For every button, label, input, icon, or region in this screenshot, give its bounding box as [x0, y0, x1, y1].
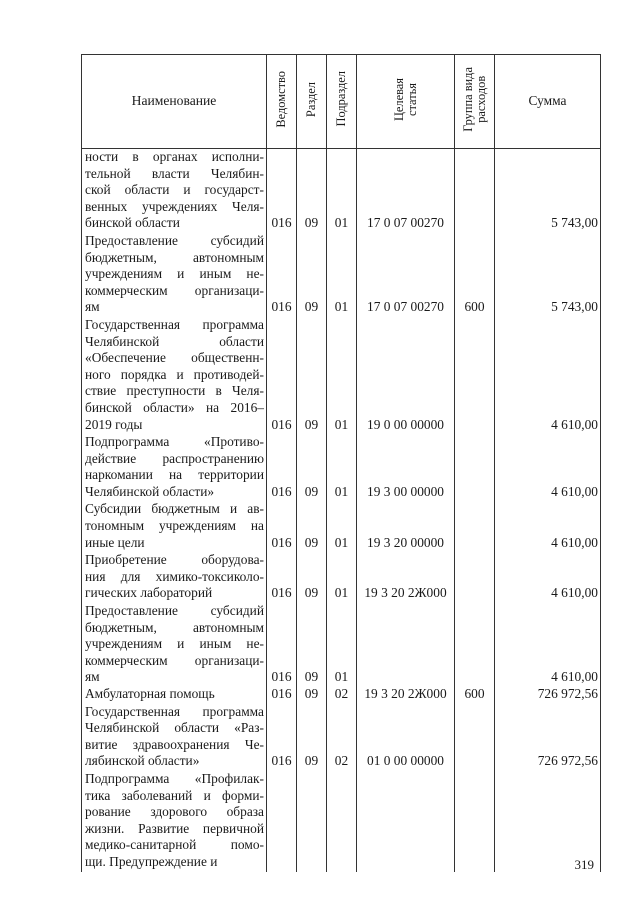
cell-razdel: 09 [297, 434, 327, 501]
cell-summa: 726 972,56 [495, 704, 601, 771]
cell-celevaya-value: 19 3 20 2Ж000 [364, 686, 447, 701]
cell-vedomstvo: 016 [267, 501, 297, 552]
name-line: наркомании на территории [85, 467, 264, 483]
name-line: Амбулаторная помощь [85, 686, 215, 701]
cell-podrazdel: 01 [327, 233, 357, 317]
name-line: гических лабораторий [85, 585, 213, 601]
cell-celevaya: 19 3 20 00000 [357, 501, 455, 552]
header-summa: Сумма [495, 55, 601, 149]
cell-celevaya [357, 603, 455, 704]
cell-gruppa [455, 552, 495, 603]
cell-celevaya: 19 3 20 2Ж000 [357, 552, 455, 603]
header-gruppa: Группа вида расходов [455, 55, 495, 149]
cell-razdel [297, 771, 327, 872]
row-name [82, 434, 267, 501]
cell-razdel: 09 [297, 317, 327, 434]
row-name [82, 149, 267, 233]
cell-vedomstvo-value: 016 [271, 669, 292, 685]
row-name [82, 233, 267, 317]
cell-gruppa [455, 317, 495, 434]
name-line: бюджетным, автономным [85, 249, 264, 265]
cell-podrazdel [327, 603, 357, 704]
row-name [82, 603, 267, 704]
cell-podrazdel [327, 771, 357, 872]
name-line: бинской области [85, 215, 180, 231]
header-vedomstvo: Ведомство [267, 55, 297, 149]
cell-celevaya: 19 0 00 00000 [357, 317, 455, 434]
cell-razdel: 09 [297, 704, 327, 771]
table-header-row [82, 55, 601, 149]
name-line: Челябинской области» [85, 483, 215, 499]
name-line: Предоставление субсидий [85, 603, 264, 619]
cell-gruppa [455, 603, 495, 704]
name-line: «Обеспечение общественн- [85, 350, 264, 366]
table-row [82, 149, 601, 233]
cell-vedomstvo: 016 [267, 552, 297, 603]
name-line: Челябинской области «Раз- [85, 720, 264, 736]
name-line: тономным учреждениям на [85, 518, 264, 534]
name-line: тельной власти Челябин- [85, 165, 264, 181]
cell-summa: 5 743,00 [495, 149, 601, 233]
cell-razdel: 09 [297, 233, 327, 317]
header-name: Наименование [82, 55, 267, 149]
cell-podrazdel-value: 02 [334, 686, 349, 701]
cell-celevaya [357, 771, 455, 872]
cell-podrazdel-value: 01 [334, 669, 349, 685]
header-razdel: Раздел [297, 55, 327, 149]
cell-podrazdel: 02 [327, 704, 357, 771]
name-line: коммерческим организаци- [85, 652, 264, 668]
row-name [82, 704, 267, 771]
name-line: ствие преступности в Челя- [85, 383, 264, 399]
cell-celevaya: 17 0 07 00270 [357, 233, 455, 317]
name-line: бинской области» на 2016– [85, 399, 264, 415]
table-row [82, 704, 601, 771]
row-name [82, 552, 267, 603]
name-line: Государственная программа [85, 316, 264, 332]
cell-vedomstvo: 016 [267, 149, 297, 233]
table-row [82, 501, 601, 552]
header-podrazdel: Подраздел [327, 55, 357, 149]
cell-gruppa-value: 600 [464, 686, 485, 701]
cell-podrazdel: 01 [327, 501, 357, 552]
cell-vedomstvo: 016 [267, 434, 297, 501]
cell-summa: 4 610,00 [495, 552, 601, 603]
header-celevaya: Целевая статья [357, 55, 455, 149]
cell-summa: 5 743,00 [495, 233, 601, 317]
table-row [82, 603, 601, 704]
name-line: ния для химико-токсиколо- [85, 568, 264, 584]
name-line: бюджетным, автономным [85, 619, 264, 635]
cell-vedomstvo-value: 016 [271, 686, 292, 701]
cell-summa-value: 4 610,00 [551, 669, 598, 685]
name-line: учреждениям и иным не- [85, 266, 264, 282]
cell-gruppa [455, 501, 495, 552]
name-line: жизни. Развитие первичной [85, 820, 264, 836]
name-line: Подпрограмма «Профилак- [85, 770, 264, 786]
table-row [82, 434, 601, 501]
cell-razdel-value: 09 [304, 686, 319, 701]
cell-gruppa [455, 771, 495, 872]
name-line: Челябинской области [85, 333, 264, 349]
name-line: медико-санитарной помо- [85, 837, 264, 853]
cell-podrazdel: 01 [327, 149, 357, 233]
row-name [82, 501, 267, 552]
table-row [82, 233, 601, 317]
cell-celevaya: 01 0 00 00000 [357, 704, 455, 771]
name-line: витие здравоохранения Че- [85, 736, 264, 752]
name-line: действие распространению [85, 450, 264, 466]
name-line: венных учреждениях Челя- [85, 198, 264, 214]
page-number: 319 [574, 857, 594, 872]
table-row [82, 317, 601, 434]
cell-podrazdel: 01 [327, 434, 357, 501]
cell-celevaya: 17 0 07 00270 [357, 149, 455, 233]
cell-razdel: 09 [297, 552, 327, 603]
name-line: тика заболеваний и форми- [85, 787, 264, 803]
cell-vedomstvo [267, 603, 297, 704]
cell-vedomstvo [267, 771, 297, 872]
cell-vedomstvo: 016 [267, 704, 297, 771]
cell-summa: 4 610,00 [495, 434, 601, 501]
cell-gruppa [455, 434, 495, 501]
cell-summa [495, 603, 601, 704]
cell-gruppa [455, 704, 495, 771]
cell-vedomstvo: 016 [267, 233, 297, 317]
name-line: Предоставление субсидий [85, 232, 264, 248]
cell-gruppa: 600 [455, 233, 495, 317]
cell-celevaya: 19 3 00 00000 [357, 434, 455, 501]
cell-razdel: 09 [297, 501, 327, 552]
name-line: иные цели [85, 534, 145, 550]
cell-razdel: 09 [297, 149, 327, 233]
cell-summa-value: 726 972,56 [537, 686, 598, 701]
cell-razdel-value: 09 [304, 669, 319, 685]
name-line: ям [85, 669, 100, 685]
name-line: ской области и государст- [85, 182, 264, 198]
table-row [82, 771, 601, 872]
name-line: щи. Предупреждение и [85, 853, 218, 869]
cell-podrazdel: 01 [327, 317, 357, 434]
name-line: ности в органах исполни- [85, 149, 264, 164]
name-line: Приобретение оборудова- [85, 552, 264, 568]
name-line: ного порядка и противодей- [85, 366, 264, 382]
name-line: лябинской области» [85, 753, 200, 769]
cell-razdel [297, 603, 327, 704]
row-name [82, 317, 267, 434]
name-line: 2019 годы [85, 416, 143, 432]
name-line: Государственная программа [85, 703, 264, 719]
cell-podrazdel: 01 [327, 552, 357, 603]
name-line: учреждениям и иным не- [85, 636, 264, 652]
name-line: Подпрограмма «Противо- [85, 434, 264, 450]
name-line: коммерческим организаци- [85, 282, 264, 298]
name-line: Субсидии бюджетным и ав- [85, 501, 264, 517]
cell-vedomstvo: 016 [267, 317, 297, 434]
cell-summa: 4 610,00 [495, 501, 601, 552]
cell-summa: 4 610,00 [495, 317, 601, 434]
name-line: ям [85, 299, 100, 315]
cell-gruppa [455, 149, 495, 233]
row-name [82, 771, 267, 872]
name-line: рование здорового образа [85, 804, 264, 820]
table-row [82, 552, 601, 603]
budget-table [81, 54, 601, 872]
